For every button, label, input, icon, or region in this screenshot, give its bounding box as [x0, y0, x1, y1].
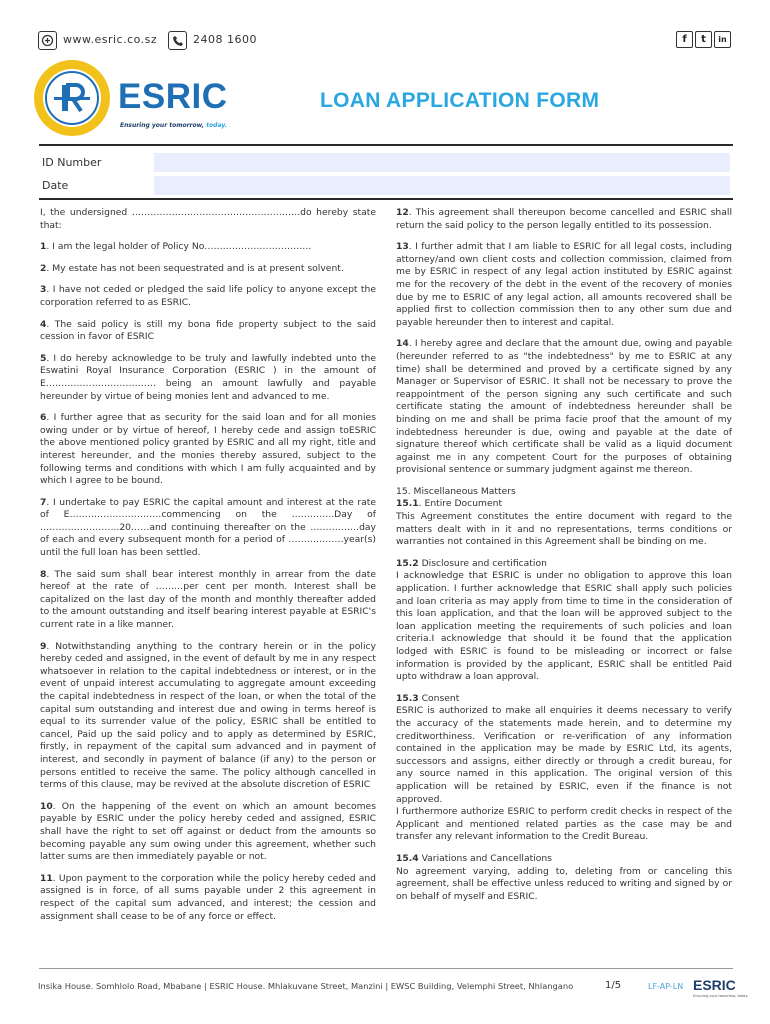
- right-column: [396, 207, 732, 912]
- brand-tagline: Ensuring your tomorrow, today.: [120, 122, 227, 129]
- section-15: 15. Miscellaneous Matters 15.1. Entire Document This Agreement constitutes the entire document with regard to the matters dealt with in it and no representations, terms conditions or warranties not contained in this Agreement shall be binding on me.: [396, 485, 732, 548]
- date-label: Date: [42, 179, 69, 192]
- footer-logo-tagline: Ensuring your tomorrow, today.: [693, 994, 749, 998]
- clause-14: 14. I hereby agree and declare that the amount due, owing and payable (hereunder referred to as "the indebtedness" by me to ESRIC at any time) shall be determined and proved by a certificate signed by any Manager or Supervisor of ESRIC. It shall not be necessary to prove the reappointment of the person signing any such certificate and such certificate stating the amount of indebtedness hereunder shall be binding on me and shall be prima facie proof that the amount of my indebtedness hereunder is due, owing and payable at the date of signature thereof which certificate shall be valid as a liquid document against me in any competent Court for the purposes of obtaining provisional sentence or summary judgment against me thereon.: [396, 338, 732, 476]
- brand-name: ESRIC: [118, 77, 228, 116]
- header-rule: [39, 144, 733, 146]
- footer-rule: [39, 968, 733, 969]
- id-number-label: ID Number: [42, 156, 102, 169]
- intro-text: I, the undersigned ……………………………………………….do hereby state that:: [40, 207, 376, 231]
- id-number-input[interactable]: [154, 153, 730, 172]
- section-15-4: 15.4 Variations and Cancellations No agreement varying, adding to, deleting from or canceling this agreement, shall be effective unless reduced to writing and signed by or on behalf of myself and ESRIC.: [396, 852, 732, 902]
- form-code: LF-AP-LN: [648, 982, 684, 991]
- clause-5: 5. I do hereby acknowledge to be truly and lawfully indebted unto the Eswatini Royal Insurance Corporation (ESRIC ) in the amount of E……………………………… being an amount lawfully and payable hereunder by virtue of being monies lent and advanced to me.: [40, 352, 376, 402]
- clause-4: 4. The said policy is still my bona fide property subject to the said cession in favor of ESRIC: [40, 318, 376, 343]
- section-15-3-cont: I furthermore authorize ESRIC to perform credit checks in respect of the Applicant and mentioned related parties as the case may be and transfer any relevant information to the Credit Bureau.: [396, 806, 732, 843]
- clause-1: 1. I am the legal holder of Policy No……………………………..: [40, 241, 312, 253]
- page-number: 1/5: [605, 980, 622, 991]
- social-links: [676, 31, 731, 48]
- clause-10: 10. On the happening of the event on which an amount becomes payable by ESRIC under the policy hereby ceded and assigned, ESRIC shall have the right to set off against or deduct from the amounts so becoming payable any sum owing under this agreement, whether such latter sums are then immediately payable or not.: [40, 800, 376, 863]
- phone-number: 2408 1600: [193, 33, 257, 46]
- date-input[interactable]: [154, 176, 730, 195]
- footer-logo: ESRIC: [693, 977, 736, 993]
- website-link[interactable]: www.esric.co.sz: [63, 33, 158, 46]
- left-column: [40, 207, 376, 932]
- facebook-icon[interactable]: f: [676, 31, 693, 48]
- phone-icon[interactable]: [168, 31, 187, 50]
- clause-8: 8. The said sum shall bear interest monthly in arrear from the date hereof at the rate of ………per cent per month. Interest shall be capitalized on the last day of the month and monthly thereafter added to the amount outstanding and itself bearing interest payable at ESRIC's current rate in a like manner.: [40, 568, 376, 631]
- clause-13: 13. I further admit that I am liable to ESRIC for all legal costs, including attorney/and own client costs and collection commission, claimed from me by ESRIC in respect of any legal action instituted by ESRIC against me for the recovery of the debt in the event of the recovery of monies due by me to ESRIC of any legal action, all amounts recovered shall be applied first to collection commission then to any other sum due and payable hereunder then to interest and capital.: [396, 241, 732, 328]
- clause-6: 6. I further agree that as security for the said loan and for all monies owing under or by virtue of hereof, I hereby cede and assign toESRIC the above mentioned policy granted by ESRIC and all my right, title and interest hereunder, and the monies thereby assured, subject to the following terms and conditions with which I am fully acquainted and by which I agree to be bound.: [40, 412, 376, 487]
- clause-11: 11. Upon payment to the corporation while the policy hereby ceded and assigned is in force, of all sums payable under 2 this agreement in respect of the capital sum advanced, and interest; the cession and assignment shall cease to be of any force or effect.: [40, 872, 376, 922]
- clause-3: 3. I have not ceded or pledged the said life policy to anyone except the corporation referred to as ESRIC.: [40, 284, 376, 308]
- esric-seal: [32, 58, 112, 138]
- section-15-3: 15.3 Consent ESRIC is authorized to make all enquiries it deems necessary to verify the accuracy of the statements made herein, and to determine my creditworthiness. Verification or re-verification of any information contained in the application may be made by ESRIC Ltd, its agents, successors and assigns, either directly or through a credit bureau, for any source named in this application. The original version of this application will be retained by ESRIC, even if the finance is not approved.: [396, 692, 732, 805]
- clause-2: 2. My estate has not been sequestrated and is at present solvent.: [40, 262, 344, 274]
- twitter-icon[interactable]: t: [695, 31, 712, 48]
- clause-7: 7. I undertake to pay ESRIC the capital amount and interest at the rate of E…………………………commencing on the …………..Day of ……………………..20……and continuing thereafter on the …………….day of each and every subsequent month for a period of ………………year(s) until the full loan has been settled.: [40, 496, 376, 559]
- footer-addresses: Insika House. Somhlolo Road, Mbabane | ESRIC House. Mhlakuvane Street, Manzini | EWSC Building, Velemphi Street, Nhlangano: [38, 981, 574, 991]
- clause-12: 12. This agreement shall thereupon become cancelled and ESRIC shall return the said policy to the person legally entitled to its possession.: [396, 207, 732, 231]
- clause-9: 9. Notwithstanding anything to the contrary herein or in the policy hereby ceded and assigned, in the event of default by me in any respect whatsoever in relation to the capital indebtedness or interest, or in the event of unpaid interest accumulating to aggregate amount exceeding the capital indebtedness in respect of the loan, or when the total of the capital sum outstanding and interest due and owing in terms hereof is equal to its surrender value of the policy, ESRIC shall be entitled to cancel, Paid up the said policy and to apply as determined by ESRIC, firstly, in repayment of the capital sum advanced and in payment of interest, and secondly in payment of balance (if any) to the person or persons entitled to receive the same. The policy although cancelled in terms of this clause, may be revived at the absolute discretion of ESRIC: [40, 640, 376, 791]
- web-icon[interactable]: [38, 31, 57, 50]
- linkedin-icon[interactable]: in: [714, 31, 731, 48]
- fields-rule: [39, 198, 733, 200]
- form-title: LOAN APPLICATION FORM: [320, 89, 600, 112]
- section-15-2: 15.2 Disclosure and certification I acknowledge that ESRIC is under no obligation to approve this loan application. I further acknowledge that ESRIC shall apply such policies and loan criteria as may apply from time to time in the consideration of this loan application, and that the loan will be approved subject to the loan application meeting the requirements of such policies and loan criteria.I acknowledge that should it be found that the application lodged with ESRIC is found to be misleading or incorrect or false information is provided by the applicant, ESRIC shall be entitled Paid upto withdraw a loan approval.: [396, 557, 732, 683]
